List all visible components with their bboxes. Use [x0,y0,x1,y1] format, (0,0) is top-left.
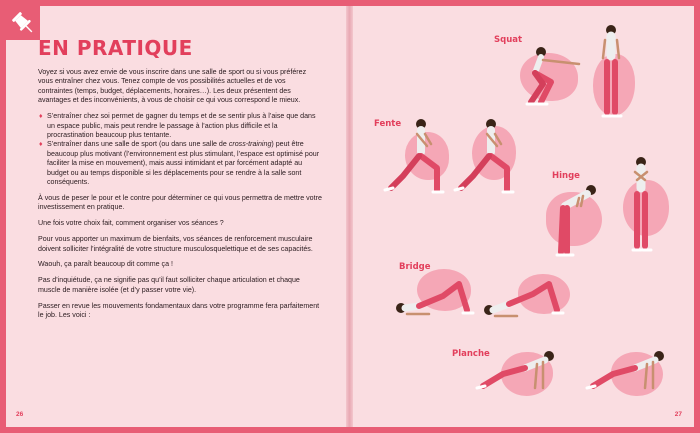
paragraph: Pour vous apporter un maximum de bienfaits, vos séances de renforcement musculaire doivent solliciter l’intégralité de votre structure musculosquelettique et de ses capacités. [38,235,313,253]
paragraph: Waouh, ça paraît beaucoup dit comme ça ! [38,260,173,269]
exercise-label-bridge: Bridge [399,262,431,272]
squat-figure-down [513,40,593,120]
bridge-figure-1 [393,270,479,322]
bullet-gym-text-end: ) peut être beaucoup plus motivant (l’environnement est plus stimulant, l’espace est optimisé pour faciliter la mise en mouvement), mais aussi intimidant et par forcément adapté au budget ou au temps disponible si les déplacements pour se rendre à la salle sont conséquents. [47,140,320,186]
page-heading: EN PRATIQUE [38,36,193,60]
bullet-gym-text-italic: cross-training [228,140,272,149]
paragraph: Passer en revue les mouvements fondamentaux dans votre programme fera parfaitement le job. Les voici : [38,301,320,320]
body-text [38,68,322,327]
intro-paragraph: Voyez si vous avez envie de vous inscrire dans une salle de sport ou si vous préférez vous entraîner chez vous. Tenez compte de vos possibilités actuelles et de vos contraintes (temps, budget, déplacements, horaires…). Les deux présentent des avantages et des inconvénients, à vous de choisir ce qui vous correspond le mieux. [38,68,307,105]
exercise-label-hinge: Hinge [552,171,580,181]
bullet-icon: ♦ [39,113,43,121]
pushpin-icon [6,6,40,40]
paragraph: Pas d’inquiétude, ça ne signifie pas qu’il faut solliciter chaque articulation et chaque muscle de manière isolée (et d’y passer votre vie). [38,276,300,294]
right-page [353,6,694,427]
paragraph: Une fois votre choix fait, comment organiser vos séances ? [38,219,224,228]
paragraph: À vous de peser le pour et le contre pour déterminer ce qui vous permettra de mettre votre investissement en pratique. [38,193,322,212]
list-item [38,140,322,187]
plank-figure-1 [473,344,561,400]
options-list [38,112,322,187]
book-gutter [346,6,353,427]
exercise-label-planche: Planche [452,349,490,359]
page-number-right: 27 [674,411,682,418]
hinge-figure-up [621,154,661,258]
squat-figure-up [591,22,631,126]
page-number-left: 26 [16,411,24,418]
plank-figure-2 [581,344,669,400]
bullet-icon: ♦ [39,141,43,149]
lunge-figure-2 [453,116,529,198]
hinge-figure-bent [541,176,607,260]
lunge-figure-1 [381,116,457,198]
bridge-figure-2 [481,276,571,322]
left-page [6,6,346,427]
bullet-gym-text-start: S’entraîner dans une salle de sport (ou dans une salle de [47,140,229,149]
bullet-home-text: S’entraîner chez soi permet de gagner du temps et de se sentir plus à l’aise que dans un espace public, mais peut rendre le passage à l’action plus difficile et la procrastination beaucoup plus tentante. [47,112,316,139]
exercise-label-fente: Fente [374,119,402,129]
exercise-label-squat: Squat [494,35,523,45]
list-item [38,112,322,140]
